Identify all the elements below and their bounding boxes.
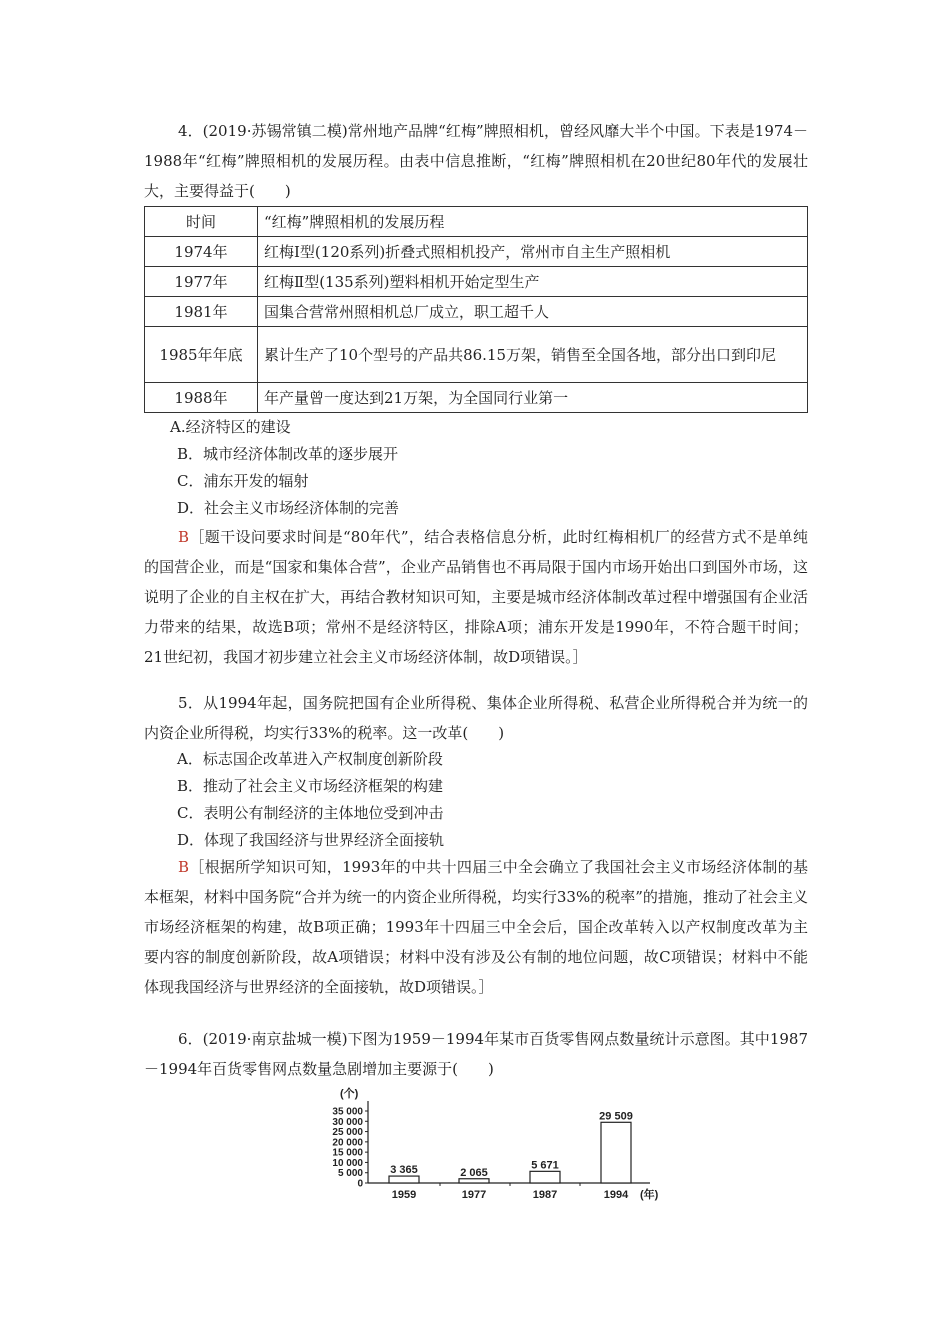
table-header-time: 时间 bbox=[145, 207, 258, 237]
q4-option-c: C．浦东开发的辐射 bbox=[177, 472, 309, 490]
x-unit-label: (年) bbox=[640, 1189, 659, 1201]
y-tick-label: 30 000 bbox=[332, 1116, 363, 1128]
table-cell-year: 1977年 bbox=[145, 267, 258, 297]
table-row bbox=[145, 383, 808, 413]
table-cell-event: 年产量曾一度达到21万架，为全国同行业第一 bbox=[258, 383, 808, 413]
q4-answer: B bbox=[178, 528, 190, 546]
q5-option-d: D．体现了我国经济与世界经济全面接轨 bbox=[177, 831, 445, 849]
y-tick-label: 0 bbox=[357, 1178, 363, 1190]
x-tick-label: 1994 bbox=[603, 1189, 629, 1201]
y-tick-label: 15 000 bbox=[332, 1147, 363, 1159]
bar-value-label: 29 509 bbox=[599, 1110, 633, 1123]
q5-option-c: C．表明公有制经济的主体地位受到冲击 bbox=[177, 804, 444, 822]
q4-option-d: D．社会主义市场经济体制的完善 bbox=[177, 499, 400, 517]
table-cell-year: 1981年 bbox=[145, 297, 258, 327]
x-tick-label: 1959 bbox=[391, 1189, 417, 1201]
q4-option-b: B．城市经济体制改革的逐步展开 bbox=[177, 445, 399, 463]
q5-option-b: B．推动了社会主义市场经济框架的构建 bbox=[177, 777, 444, 795]
q5-option-a: A．标志国企改革进入产权制度创新阶段 bbox=[177, 750, 443, 768]
y-tick-label: 10 000 bbox=[332, 1157, 363, 1169]
table-cell-event: 累计生产了10个型号的产品共86.15万架，销售至全国各地，部分出口到印尼 bbox=[258, 327, 808, 383]
y-tick-label: 35 000 bbox=[332, 1106, 363, 1118]
q5-explanation-text: ［根据所学知识可知，1993年的中共十四届三中全会确立了我国社会主义市场经济体制的基本框架，材料中国务院“合并为统一的内资企业所得税，均实行33%的税率”的措施，推动了社会主义市场经济框架的构建，故B项正确；1993年十四届三中全会后，国企改革转入以产权制度改革为主要内容的制度创新阶段，故A项错误；材料中没有涉及公有制的地位问题，故C项错误；材料中不能体现我国经济与世界经济的全面接轨，故D项错误。］ bbox=[144, 858, 808, 996]
table-row bbox=[145, 237, 808, 267]
q4-explanation-text: ［题干设问要求时间是“80年代”，结合表格信息分析，此时红梅相机厂的经营方式不是单纯的国营企业，而是“国家和集体合营”，企业产品销售也不再局限于国内市场开始出口到国外市场，这说明了企业的自主权在扩大，再结合教材知识可知，主要是城市经济体制改革过程中增强国有企业活力带来的结果，故选B项；常州不是经济特区，排除A项；浦东开发是1990年，不符合题干时间；21世纪初，我国才初步建立社会主义市场经济体制，故D项错误。］ bbox=[144, 528, 808, 666]
q5-answer: B bbox=[178, 858, 190, 876]
q4-explanation bbox=[144, 522, 808, 672]
y-unit-label: (个) bbox=[340, 1088, 359, 1100]
table-row bbox=[145, 297, 808, 327]
y-tick-label: 25 000 bbox=[332, 1127, 363, 1139]
camera-history-table bbox=[144, 206, 808, 413]
q5-stem: 5．从1994年起，国务院把国有企业所得税、集体企业所得税、私营企业所得税合并为统一的内资企业所得税，均实行33%的税率。这一改革( ) bbox=[144, 694, 808, 742]
bar-1987 bbox=[530, 1171, 560, 1183]
bar-1994 bbox=[601, 1122, 631, 1183]
table-cell-year: 1974年 bbox=[145, 237, 258, 267]
bar-1977 bbox=[459, 1179, 489, 1183]
q4-stem: 4．(2019·苏锡常镇二模)常州地产品牌“红梅”牌照相机，曾经风靡大半个中国。下表是1974－1988年“红梅”牌照相机的发展历程。由表中信息推断，“红梅”牌照相机在20世纪80年代的发展壮大，主要得益于( ) bbox=[144, 122, 808, 200]
table-cell-event: 红梅Ⅰ型(120系列)折叠式照相机投产，常州市自主生产照相机 bbox=[258, 237, 808, 267]
x-tick-label: 1987 bbox=[532, 1189, 558, 1201]
table-cell-event: 国集合营常州照相机总厂成立，职工超千人 bbox=[258, 297, 808, 327]
table-cell-year: 1985年年底 bbox=[145, 327, 258, 383]
retail-outlets-bar-chart bbox=[300, 1085, 700, 1203]
bar-value-label: 2 065 bbox=[460, 1166, 488, 1179]
bar-value-label: 3 365 bbox=[390, 1164, 418, 1177]
table-row bbox=[145, 327, 808, 383]
table-cell-event: 红梅Ⅱ型(135系列)塑料相机开始定型生产 bbox=[258, 267, 808, 297]
table-header-history: “红梅”牌照相机的发展历程 bbox=[258, 207, 808, 237]
bar-value-label: 5 671 bbox=[531, 1159, 559, 1172]
y-tick-label: 5 000 bbox=[337, 1168, 363, 1180]
table-cell-year: 1988年 bbox=[145, 383, 258, 413]
q5-explanation bbox=[144, 852, 808, 1002]
x-tick-label: 1977 bbox=[461, 1189, 487, 1201]
q6-stem: 6．(2019·南京盐城一模)下图为1959－1994年某市百货零售网点数量统计示意图。其中1987－1994年百货零售网点数量急剧增加主要源于( ) bbox=[144, 1030, 808, 1078]
bar-1959 bbox=[389, 1176, 419, 1183]
table-row bbox=[145, 267, 808, 297]
table-header-row bbox=[145, 207, 808, 237]
y-tick-label: 20 000 bbox=[332, 1137, 363, 1149]
q4-option-a: A.经济特区的建设 bbox=[170, 418, 291, 436]
